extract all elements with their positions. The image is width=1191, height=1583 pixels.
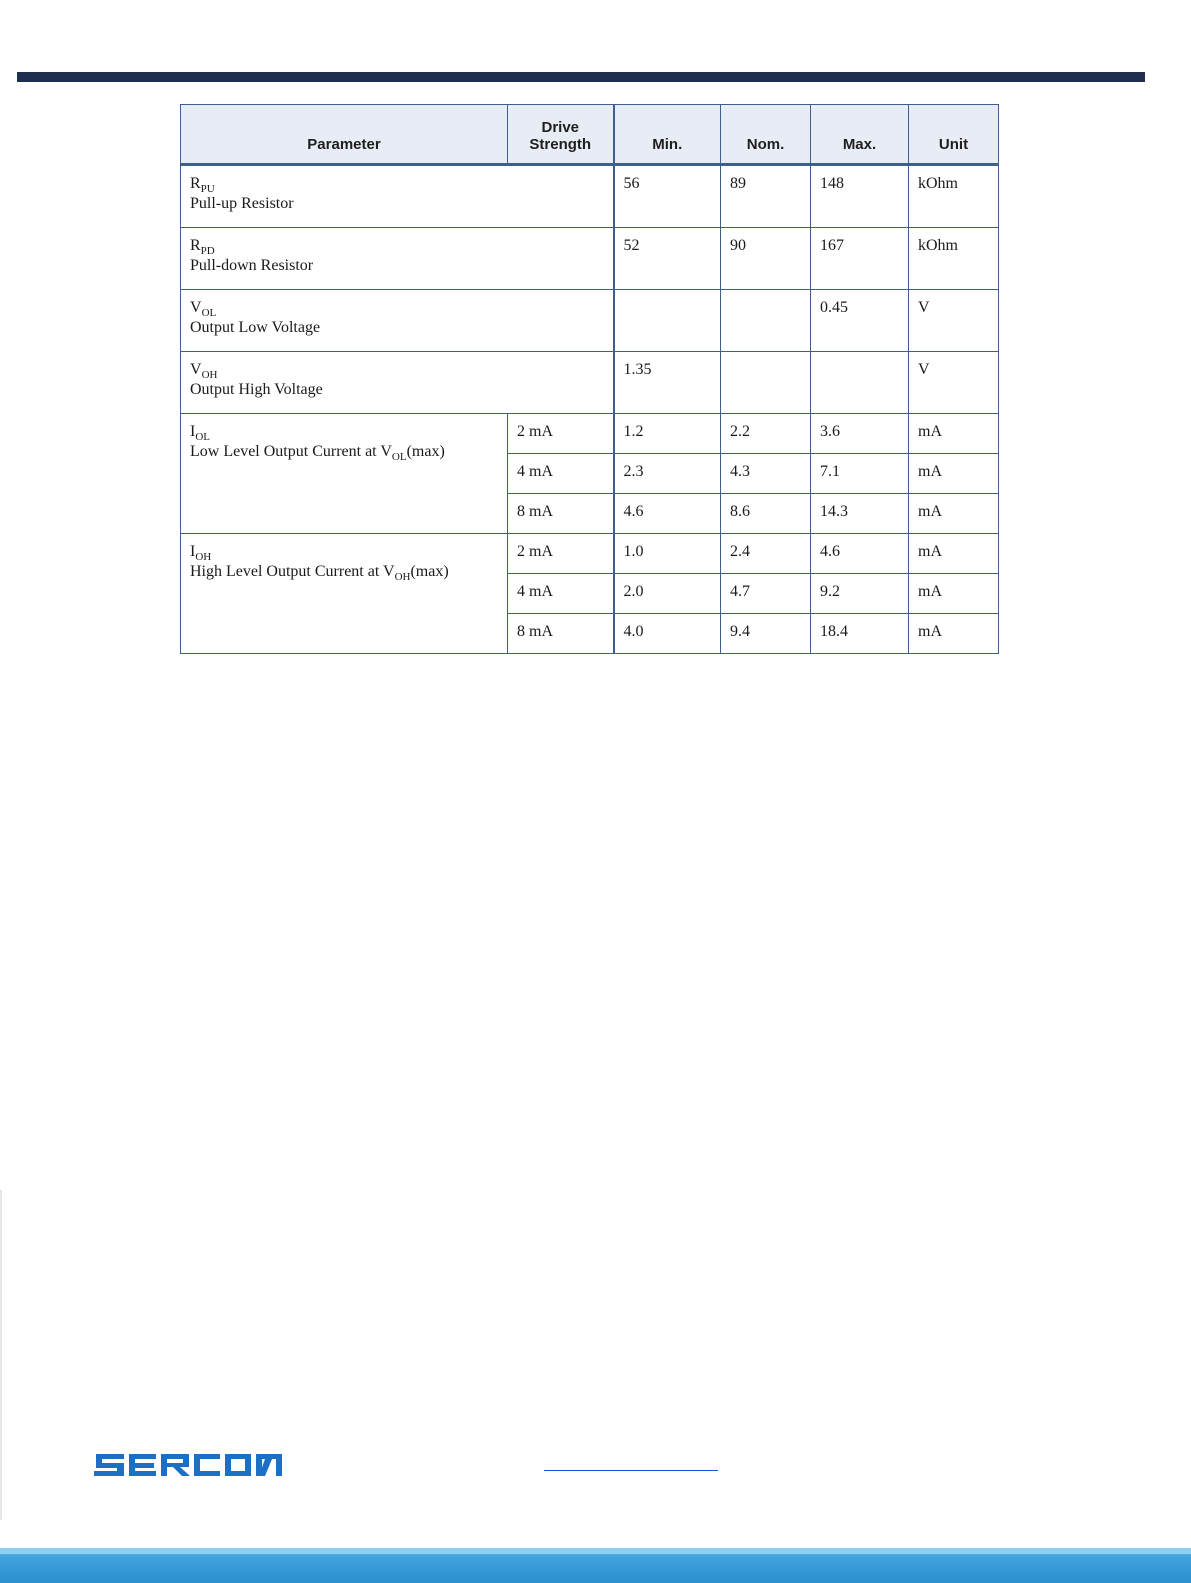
drive-label-line2: Strength: [529, 136, 592, 153]
param-symbol: $R_{PU}$: [190, 175, 215, 195]
cell-unit: kOhm: [909, 165, 999, 228]
electrical-characteristics-table: [180, 104, 999, 654]
param-symbol: $R_{PD}$: [190, 237, 215, 257]
cell-nom: 4.3: [721, 454, 811, 494]
column-header-unit: Unit: [909, 105, 999, 165]
cell-nom: [721, 352, 811, 414]
cell-unit: V: [909, 352, 999, 414]
column-header-min: Min.: [614, 105, 721, 165]
table-row-voh: [181, 352, 999, 414]
cell-max: 7.1: [811, 454, 909, 494]
cell-drive: 2 mA: [508, 534, 614, 574]
cell-min: 56: [614, 165, 721, 228]
cell-min: 2.3: [614, 454, 721, 494]
cell-unit: mA: [909, 414, 999, 454]
cell-drive: 2 mA: [508, 414, 614, 454]
param-name: Pull-down Resistor: [190, 257, 314, 274]
cell-unit: mA: [909, 534, 999, 574]
param-cell-rpu: [181, 165, 614, 228]
cell-min: 52: [614, 228, 721, 290]
cell-min: 2.0: [614, 574, 721, 614]
cell-nom: 9.4: [721, 614, 811, 654]
cell-max: [811, 352, 909, 414]
cell-drive: 4 mA: [508, 454, 614, 494]
cell-min: 4.6: [614, 494, 721, 534]
sercomm-logo: [94, 1452, 282, 1478]
table-header-row: [181, 105, 999, 165]
footer-band-sheen: [0, 1548, 1191, 1554]
cell-unit: kOhm: [909, 228, 999, 290]
cell-unit: mA: [909, 614, 999, 654]
cell-max: 18.4: [811, 614, 909, 654]
cell-max: 3.6: [811, 414, 909, 454]
param-symbol: $I_{OL}$: [190, 423, 210, 443]
cell-nom: 89: [721, 165, 811, 228]
param-symbol: $I_{OH}$: [190, 543, 212, 563]
cell-unit: V: [909, 290, 999, 352]
param-symbol: $V_{OL}$: [190, 299, 217, 319]
footer-link-underline[interactable]: [544, 1470, 718, 1471]
table-row-ioh-2ma: [181, 534, 999, 574]
table-row-iol-2ma: [181, 414, 999, 454]
table-row-rpu: [181, 165, 999, 228]
param-name: Pull-up Resistor: [190, 195, 294, 212]
cell-nom: [721, 290, 811, 352]
page-edge-rule: [0, 1190, 2, 1520]
cell-nom: 4.7: [721, 574, 811, 614]
param-cell-ioh: [181, 534, 508, 654]
column-header-max: Max.: [811, 105, 909, 165]
header-rule: [17, 72, 1145, 82]
param-cell-vol: [181, 290, 614, 352]
cell-drive: 8 mA: [508, 494, 614, 534]
cell-max: 148: [811, 165, 909, 228]
cell-max: 167: [811, 228, 909, 290]
cell-min: 1.2: [614, 414, 721, 454]
cell-max: 14.3: [811, 494, 909, 534]
param-cell-rpd: [181, 228, 614, 290]
cell-min: 4.0: [614, 614, 721, 654]
param-name: Output High Voltage: [190, 381, 323, 398]
column-header-drive-strength: [508, 105, 614, 165]
param-cell-iol: [181, 414, 508, 534]
column-header-parameter: Parameter: [181, 105, 508, 165]
param-cell-voh: [181, 352, 614, 414]
cell-nom: 2.2: [721, 414, 811, 454]
drive-label-line1: Drive: [541, 119, 580, 136]
cell-drive: 4 mA: [508, 574, 614, 614]
cell-max: 9.2: [811, 574, 909, 614]
cell-unit: mA: [909, 494, 999, 534]
cell-unit: mA: [909, 574, 999, 614]
cell-min: 1.35: [614, 352, 721, 414]
cell-min: 1.0: [614, 534, 721, 574]
cell-nom: 2.4: [721, 534, 811, 574]
param-name: High Level Output Current at $V_{OH}(\max)$: [190, 563, 449, 583]
cell-max: 0.45: [811, 290, 909, 352]
cell-min: [614, 290, 721, 352]
param-name: Output Low Voltage: [190, 319, 321, 336]
cell-nom: 8.6: [721, 494, 811, 534]
cell-unit: mA: [909, 454, 999, 494]
cell-drive: 8 mA: [508, 614, 614, 654]
cell-max: 4.6: [811, 534, 909, 574]
param-name: Low Level Output Current at $V_{OL}(\max)$: [190, 443, 445, 463]
table-row-vol: [181, 290, 999, 352]
column-header-nom: Nom.: [721, 105, 811, 165]
table-row-rpd: [181, 228, 999, 290]
cell-nom: 90: [721, 228, 811, 290]
param-symbol: $V_{OH}$: [190, 361, 218, 381]
footer-band: [0, 1548, 1191, 1583]
